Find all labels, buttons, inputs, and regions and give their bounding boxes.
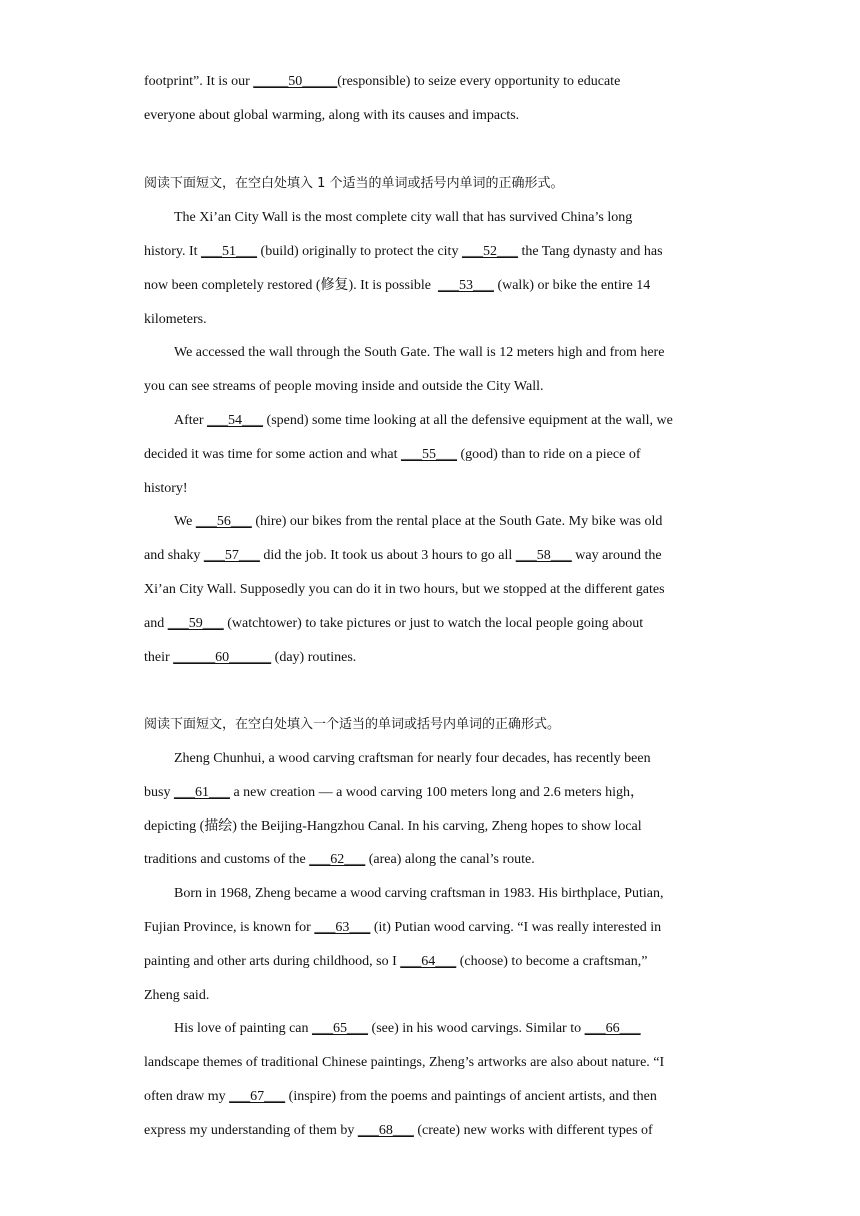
text-run: decided it was time for some action and what: [144, 447, 401, 462]
text-line: everyone about global warming, along with its causes and impacts.: [144, 108, 520, 123]
text-line: We accessed the wall through the South Gate. The wall is 12 meters high and from here: [174, 345, 665, 360]
section-instruction: 阅读下面短文，在空白处填入 1 个适当的单词或括号内单词的正确形式。: [144, 176, 564, 191]
text-line: history!: [144, 481, 188, 496]
blank-51: ___51___: [201, 244, 258, 259]
text-run: (create) new works with different types of: [413, 1123, 653, 1138]
blank-53: ___53___: [437, 278, 494, 293]
blank-60: ______60______: [173, 650, 272, 665]
text-line: [174, 411, 673, 431]
text-run: (watchtower) to take pictures or just to watch the local people going about: [223, 616, 644, 631]
text-line: Born in 1968, Zheng became a wood carving craftsman in 1983. His birthplace, Putian,: [174, 886, 664, 901]
blank-67: ___67___: [229, 1089, 286, 1104]
text-line: [144, 850, 535, 870]
blank-63: ___63___: [314, 920, 371, 935]
blank-56: ___56___: [195, 514, 252, 529]
text-line: [144, 445, 640, 465]
text-run: (inspire) from the poems and paintings of ancient artists, and then: [285, 1089, 657, 1104]
blank-68: ___68___: [357, 1123, 414, 1138]
text-line: [174, 512, 662, 532]
text-run: (build) originally to protect the city: [257, 244, 462, 259]
blank-57: ___57___: [203, 548, 260, 563]
text-run: the Tang dynasty and has: [517, 244, 663, 259]
blank-58: ___58___: [515, 548, 572, 563]
text-run: Fujian Province, is known for: [144, 920, 315, 935]
text-line: depicting (描绘) the Beijing-Hangzhou Canal. In his carving, Zheng hopes to show local: [144, 819, 642, 834]
text-run: (choose) to become a craftsman,”: [456, 954, 648, 969]
blank-55: ___55___: [400, 447, 457, 462]
text-run: We: [174, 514, 196, 529]
text-run: (see) in his wood carvings. Similar to: [368, 1021, 585, 1036]
text-line: [144, 614, 643, 634]
text-line: The Xi’an City Wall is the most complete city wall that has survived China’s long: [174, 210, 633, 225]
text-run: express my understanding of them by: [144, 1123, 358, 1138]
section-instruction: 阅读下面短文，在空白处填入一个适当的单词或括号内单词的正确形式。: [144, 717, 561, 732]
text-run: (it) Putian wood carving. “I was really interested in: [370, 920, 662, 935]
text-line: Xi’an City Wall. Supposedly you can do it in two hours, but we stopped at the different gates: [144, 582, 665, 597]
text-run: (responsible) to seize every opportunity to educate: [337, 74, 621, 89]
text-line: landscape themes of traditional Chinese paintings, Zheng’s artworks are also about nature. “I: [144, 1055, 665, 1070]
text-run: and shaky: [144, 548, 204, 563]
blank-59: ___59___: [167, 616, 224, 631]
blank-54: ___54___: [207, 413, 264, 428]
text-run: a new creation — a wood carving 100 meters long and 2.6 meters high，: [229, 785, 645, 800]
text-run: His love of painting can: [174, 1021, 313, 1036]
text-line: [174, 1019, 641, 1039]
text-run: and: [144, 616, 168, 631]
blank-65: ___65___: [312, 1021, 369, 1036]
text-run: (hire) our bikes from the rental place at the South Gate. My bike was old: [251, 514, 663, 529]
text-line: [144, 952, 647, 972]
blank-61: ___61___: [173, 785, 230, 800]
text-line: [144, 72, 620, 92]
blank-64: ___64___: [400, 954, 457, 969]
blank-52: ___52___: [461, 244, 518, 259]
blank-66: ___66___: [584, 1021, 641, 1036]
text-run: (spend) some time looking at all the defensive equipment at the wall, we: [263, 413, 673, 428]
text-run: now been completely restored (修复). It is possible: [144, 278, 438, 293]
text-line: [144, 783, 644, 803]
text-line: [144, 546, 662, 566]
text-line: [144, 276, 650, 296]
text-run: way around the: [571, 548, 662, 563]
text-line: Zheng Chunhui, a wood carving craftsman for nearly four decades, has recently been: [174, 751, 651, 766]
text-line: kilometers.: [144, 312, 207, 327]
text-run: did the job. It took us about 3 hours to go all: [259, 548, 516, 563]
text-run: often draw my: [144, 1089, 230, 1104]
text-line: you can see streams of people moving inside and outside the City Wall.: [144, 379, 544, 394]
text-line: [144, 918, 661, 938]
text-run: painting and other arts during childhood, so I: [144, 954, 401, 969]
text-run: traditions and customs of the: [144, 852, 310, 867]
text-line: [144, 1087, 657, 1107]
text-run: (walk) or bike the entire 14: [493, 278, 651, 293]
text-line: [144, 648, 356, 668]
text-run: their: [144, 650, 174, 665]
text-line: [144, 242, 663, 262]
text-run: (area) along the canal’s route.: [365, 852, 535, 867]
text-line: Zheng said.: [144, 988, 210, 1003]
blank-62: ___62___: [309, 852, 366, 867]
text-run: footprint”. It is our: [144, 74, 254, 89]
text-run: (good) than to ride on a piece of: [456, 447, 641, 462]
text-run: (day) routines.: [271, 650, 357, 665]
blank-50: _____50_____: [253, 74, 338, 89]
text-run: busy: [144, 785, 174, 800]
text-run: After: [174, 413, 208, 428]
text-line: [144, 1121, 653, 1141]
text-run: history. It: [144, 244, 202, 259]
